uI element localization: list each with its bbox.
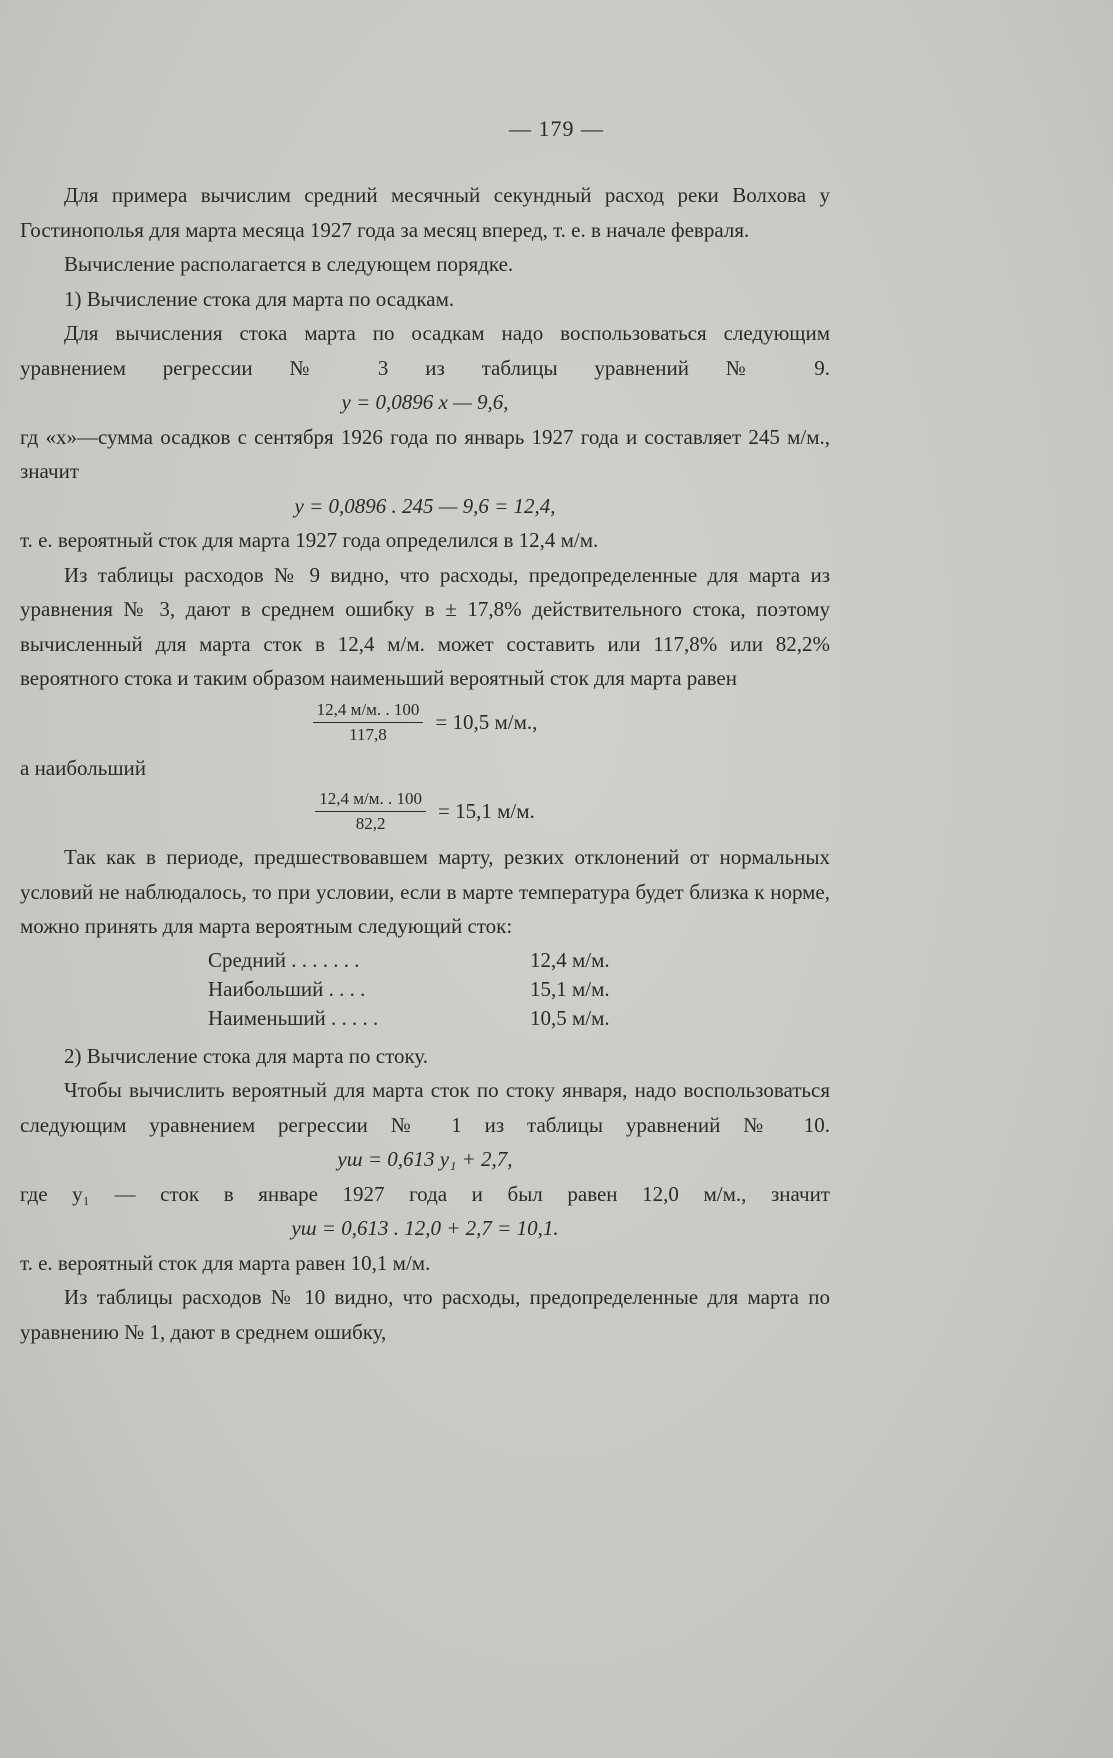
paragraph-error-9: Из таблицы расходов № 9 видно, что расходы, предопределенные для марта из уравнения № 3, дают в среднем ошибку в ± 17,8% действительного стока, поэтому вычисленный для марта сток в 12,4 м/м. может составить или 117,8% или 82,2% вероятного стока и таким образом наименьший вероятный сток для марта равен (20, 562, 830, 690)
paragraph-regression-3: Для вычисления стока марта по осадкам надо воспользоваться следующим уравнением регрессии № 3 из таблицы уравнений № 9. (20, 321, 830, 380)
paragraph-march-flow: т. е. вероятный сток для марта равен 10,1 м/м. (20, 1250, 431, 1275)
fraction-max-denominator: 82,2 (355, 814, 386, 833)
fraction-min-denominator: 117,8 (349, 724, 387, 744)
result-value: 10,5 м/м. (530, 1005, 610, 1030)
fraction-max-result: = 15,1 м/м. (437, 799, 535, 824)
result-label: Наибольший . . . . (208, 976, 366, 1001)
result-label: Наименьший . . . . . (208, 1005, 379, 1030)
paragraph-max-label: а наибольший (20, 755, 146, 780)
result-value: 12,4 м/м. (530, 947, 610, 972)
paragraph-probable-flow: т. е. вероятный сток для марта 1927 года определился в 12,4 м/м. (20, 528, 599, 552)
paragraph-order: Вычисление располагается в следующем порядке. (64, 252, 514, 276)
page-body (20, 178, 830, 1349)
result-value: 15,1 м/м. (530, 976, 610, 1001)
fraction-min-parts (313, 698, 424, 747)
equation-3: yш = 0,613 y₁ + 2,7, (337, 1147, 513, 1171)
paragraph-january-flow: где y₁ — сток в январе 1927 года и был равен 12,0 м/м., значит (20, 1181, 830, 1206)
fraction-max (20, 787, 830, 836)
paragraph-error-10: Из таблицы расходов № 10 видно, что расходы, предопределенные для марта по уравнению № 1, дают в среднем ошибку, (20, 1285, 830, 1344)
section-heading-1: 1) Вычисление стока для марта по осадкам. (64, 286, 455, 311)
equation-4: yш = 0,613 . 12,0 + 2,7 = 10,1. (291, 1216, 559, 1240)
result-label: Средний . . . . . . . (208, 947, 360, 972)
fraction-max-parts (315, 787, 426, 836)
fraction-max-numerator: 12,4 м/м. . 100 (315, 787, 426, 812)
fraction-min-result: = 10,5 м/м., (435, 709, 538, 734)
paragraph-precip-sum: гд «x»—сумма осадков с сентября 1926 года по январь 1927 года и составляет 245 м/м., значит (20, 424, 830, 483)
results-table (208, 946, 830, 1033)
fraction-min-numerator: 12,4 м/м. . 100 (313, 698, 424, 723)
fraction-min (20, 698, 830, 747)
section-heading-2: 2) Вычисление стока для марта по стоку. (64, 1043, 429, 1068)
page-number: — 179 — (509, 116, 604, 141)
paragraph-regression-1: Чтобы вычислить вероятный для марта сток по стоку января, надо воспользоваться следующим уравнением регрессии № 1 из таблицы уравнений № 10. (20, 1078, 830, 1137)
equation-1: y = 0,0896 x — 9,6, (341, 390, 509, 414)
paragraph-conditions: Так как в периоде, предшествовавшем марту, резких отклонений от нормальных условий не наблюдалось, то при условии, если в марте температура будет близка к норме, можно принять для марта вероятным следующий сток: (20, 845, 830, 938)
equation-2: y = 0,0896 . 245 — 9,6 = 12,4, (294, 493, 556, 518)
paragraph-intro: Для примера вычислим средний месячный секундный расход реки Волхова у Гостинополья для марта месяца 1927 года за месяц вперед, т. е. в начале февраля. (20, 183, 830, 242)
